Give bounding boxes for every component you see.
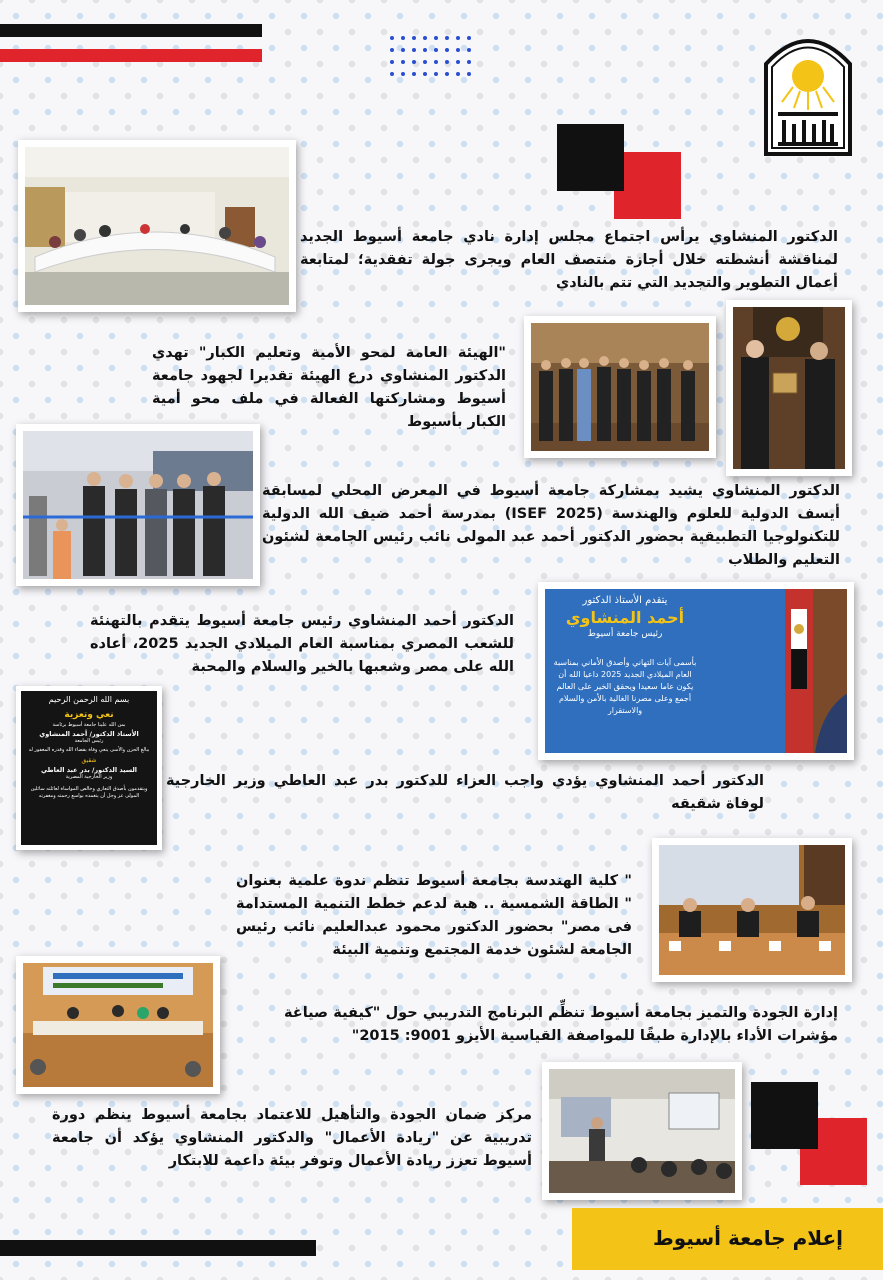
red-square-decoration (614, 152, 681, 219)
condolence-from-title: رئيس الجامعة (74, 738, 104, 744)
condolence-to-title: وزير الخارجية المصرية (65, 774, 113, 780)
photo-solar-seminar (652, 838, 852, 982)
news-item-6: " كلية الهندسة بجامعة أسيوط تنظم ندوة علمية بعنوان " الطاقة الشمسية .. هبة لدعم خطط التنمية المستدامة فى مصر" بحضور الدكتور محمود عبدالعليم نائب رئيس الجامعة لشئون خدمة المجتمع وتنمية البيئة (236, 873, 632, 958)
news-item-4: الدكتور أحمد المنشاوي رئيس جامعة أسيوط يتقدم بالتهنئة للشعب المصري بمناسبة العام الميلادي الجديد 2025، أعاده الله على مصر وشعبها بالخير والسلام والمحبة (90, 613, 514, 675)
condolence-card (16, 686, 162, 850)
sun-emblem-icon (760, 24, 856, 156)
news-item-1: الدكتور المنشاوي يرأس اجتماع مجلس إدارة نادي جامعة أسيوط الجديد لمناقشة أنشطته خلال أجازة منتصف العام ويجرى جولة تفقدية؛ لمتابعة أعمال التطوير والتجديد التي تتم بالنادي (300, 229, 838, 291)
news-item-2: "الهيئة العامة لمحو الأمية وتعليم الكبار" تهدي الدكتور المنشاوي درع الهيئة تقديرا لجهود جامعة أسيوط ومشاركتها الفعالة في ملف محو أمية الكبار بأسيوط (152, 345, 506, 430)
greeting-body: بأسمى آيات التهاني وأصدق الأماني بمناسبة العام الميلادي الجديد 2025 داعيا الله أن يكون عاما سعيدا ويحقق الخير على العالم أجمع وعلى مصرنا الغالية بالأمن والسلام والاستقرار (553, 658, 697, 715)
condolence-to-label: شقيق (81, 757, 97, 764)
photo-shield-award (726, 300, 852, 476)
condolence-to-name: السيد الدكتور/ بدر عبد العاطي (40, 766, 138, 774)
greeting-line1: يتقدم الأستاذ الدكتور (582, 595, 668, 606)
news-item-8: مركز ضمان الجودة والتأهيل للاعتماد بجامعة أسيوط ينظم دورة تدريبية عن "ريادة الأعمال" والدكتور المنشاوي يؤكد أن جامعة أسيوط تعزز ريادة الأعمال وتوفر بيئة داعمة للابتكار (52, 1107, 532, 1169)
photo-isef-ribbon-cutting (16, 424, 260, 586)
news-item-5: الدكتور أحمد المنشاوي يؤدي واجب العزاء للدكتور بدر عبد العاطي وزير الخارجية لوفاة شقيقه (166, 773, 764, 812)
photo-club-board-meeting (18, 140, 296, 312)
black-square-decoration-2 (751, 1082, 818, 1149)
news-item-3: الدكتور المنشاوي يشيد بمشاركة جامعة أسيوط في المعرض المحلي لمسابقة أيسف الدولية للعلوم والهندسة (ISEF 2025) بمدرسة أحمد ضيف الله الدولية للتكنولوجيا التطبيقية بحضور الدكتور أحمد عبد المولى نائب رئيس الجامعة لشئون التعليم والطلاب (262, 483, 840, 568)
greeting-title: رئيس جامعة أسيوط (587, 629, 663, 639)
black-square-decoration (557, 124, 624, 191)
greeting-name: أحمد المنشاوي (565, 608, 685, 627)
condolence-basmala: بسم الله الرحمن الرحيم (48, 695, 130, 704)
photo-entrepreneurship-course (542, 1062, 742, 1200)
dot-grid-decoration (388, 34, 476, 80)
photo-literacy-group (524, 316, 716, 458)
photo-quality-training (16, 956, 220, 1094)
condolence-heading: نعي وتعزية (64, 710, 114, 720)
university-logo (760, 24, 856, 156)
footer-banner (572, 1208, 883, 1270)
condolence-mid-text: ببالغ الحزن والأسى ينعي وفاة بقضاء الله وقدره المغفور له (28, 747, 150, 753)
footer-label: إعلام جامعة أسيوط (652, 1226, 843, 1250)
condolence-intro: بمن الله علينا جامعة أسيوط برئاسة (52, 722, 126, 728)
condolence-from-name: الأستاذ الدكتور/ أحمد المنشاوي (39, 730, 139, 738)
condolence-closing: ويتقدمون بأصدق التعازي وخالص المواساة لعائلته سائلين المولى عز وجل أن يتغمده بواسع رحمته ومغفرته (30, 786, 148, 799)
footer-black-stripe (0, 1240, 316, 1256)
greeting-card-new-year (538, 582, 854, 760)
president-portrait-icon (705, 589, 847, 753)
news-item-7: إدارة الجودة والتميز بجامعة أسيوط تنظِّم البرنامج التدريبي حول "كيفية صياغة مؤشرات الأداء بالإدارة طبقًا للمواصفة القياسية الأيزو 9001: 2015" (284, 1005, 838, 1044)
top-red-stripe (0, 49, 262, 62)
top-black-stripe (0, 24, 262, 37)
